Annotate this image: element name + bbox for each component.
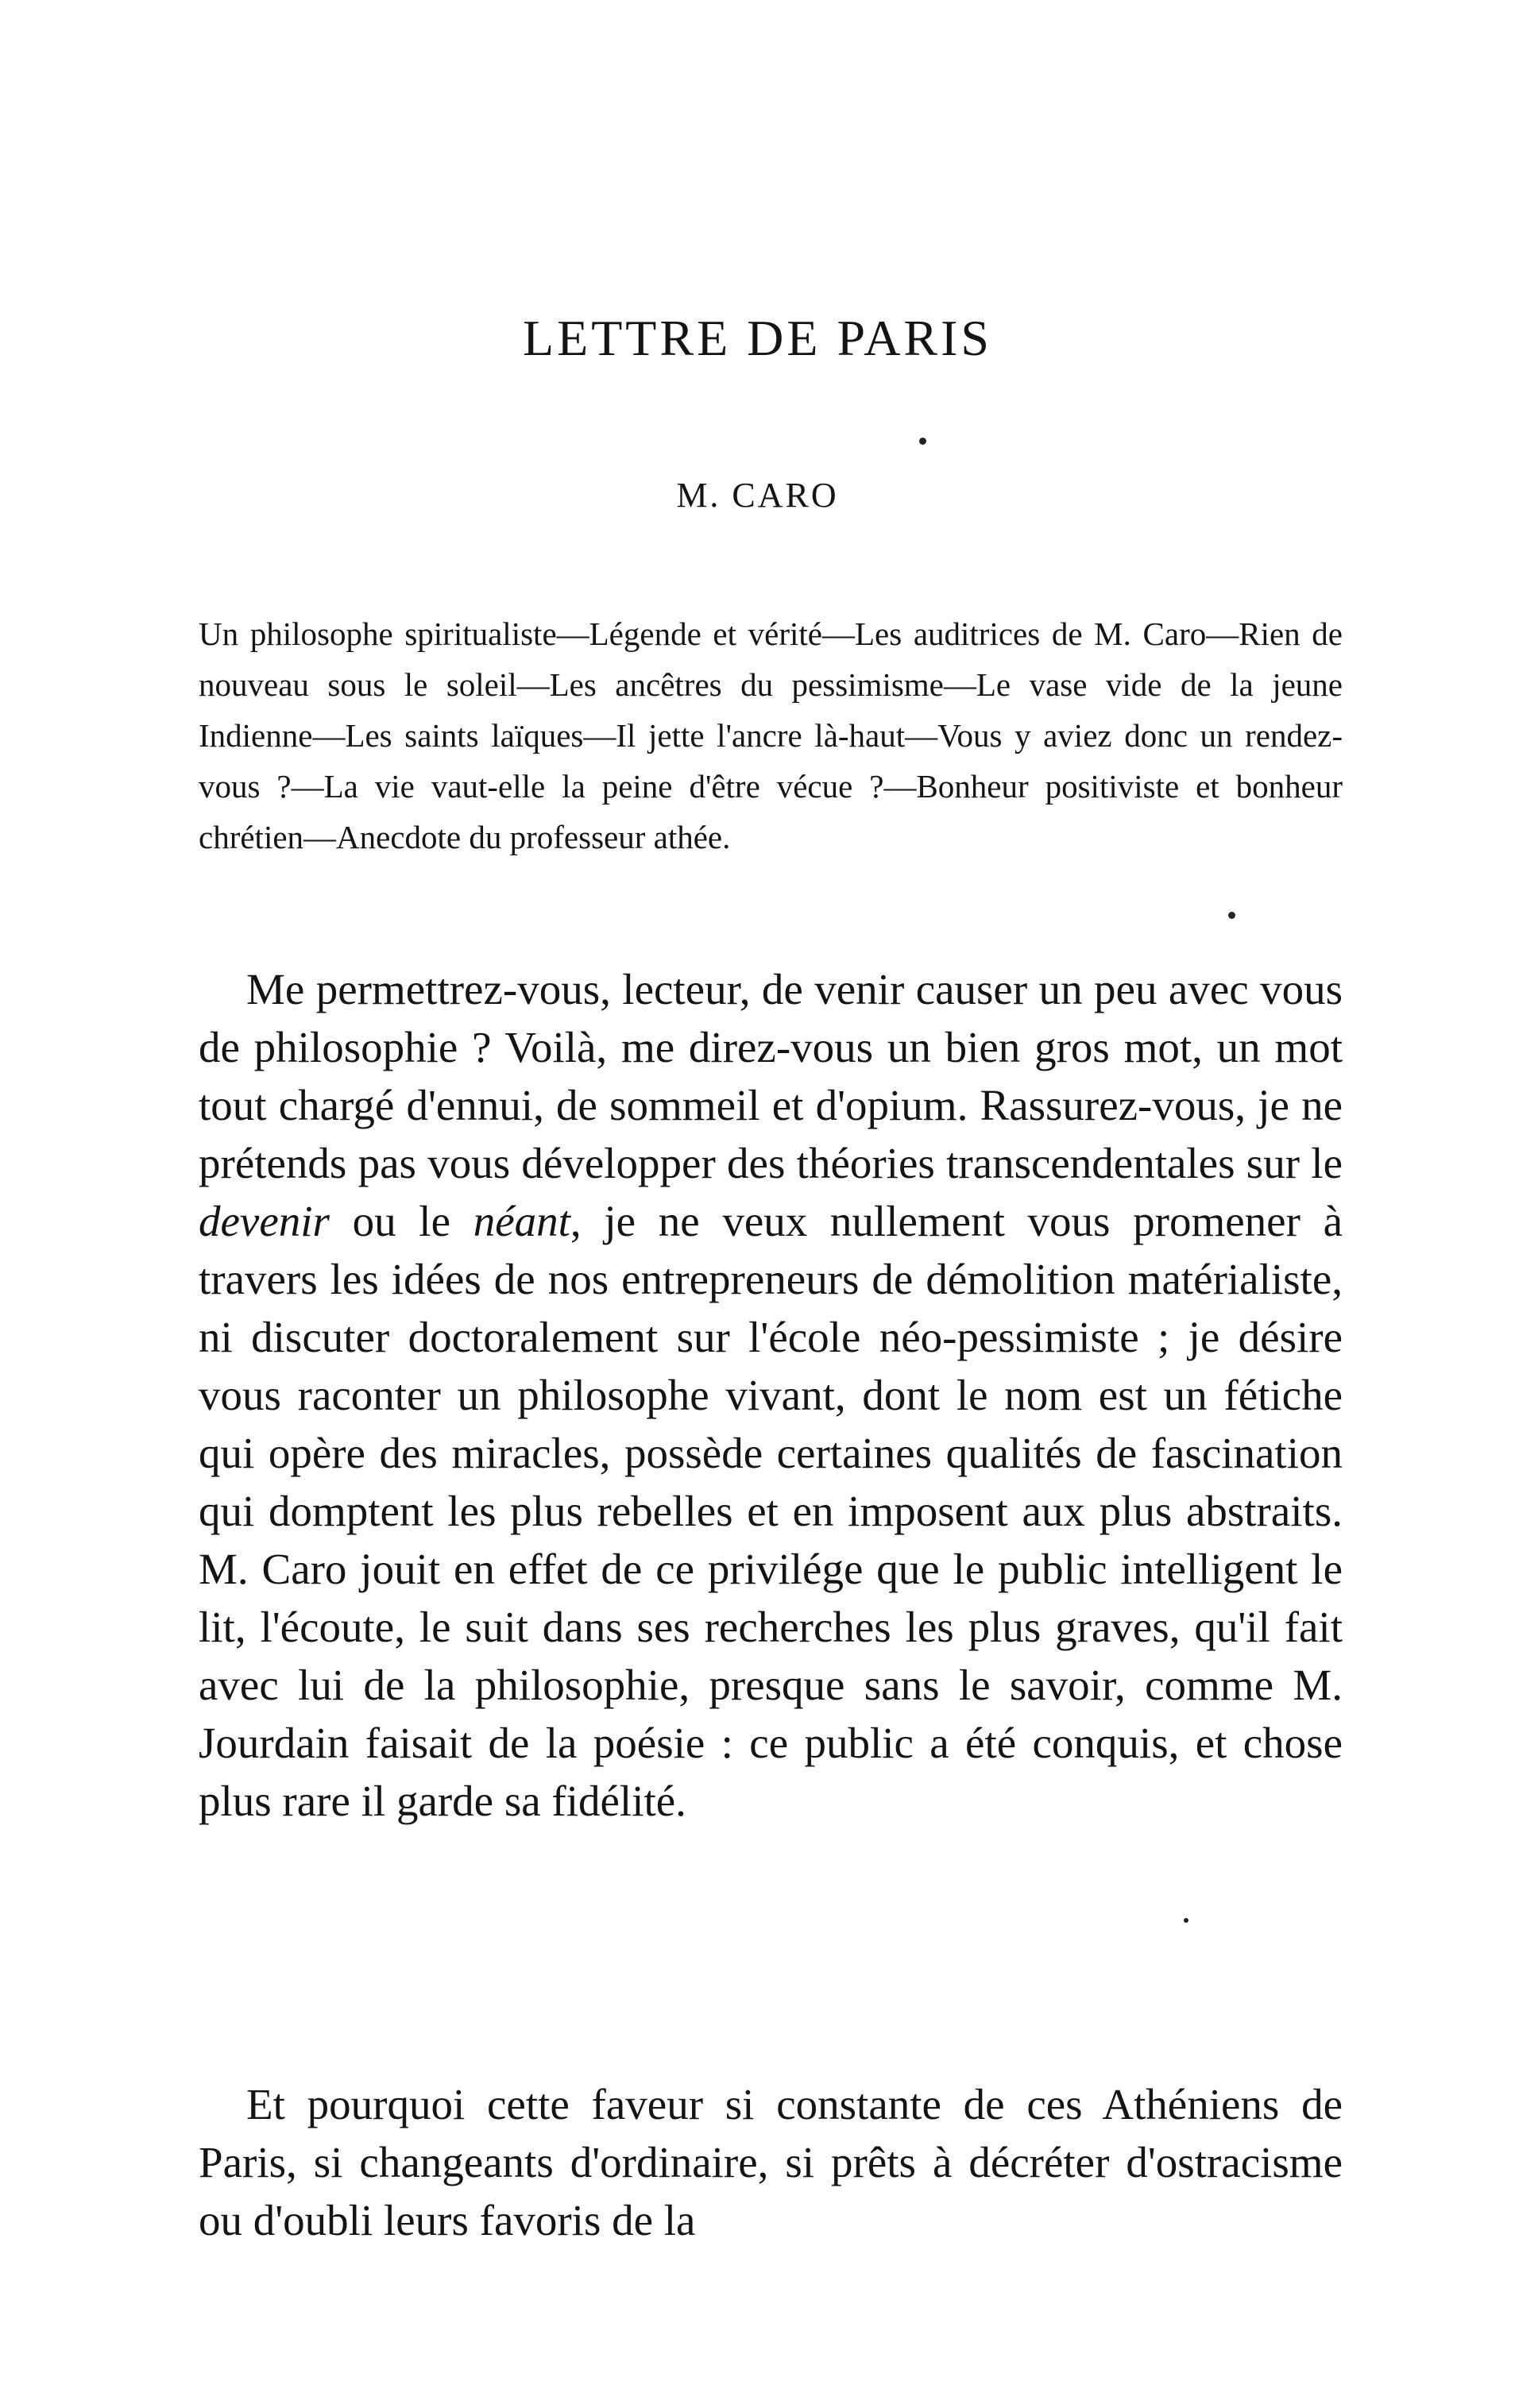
italic-term: devenir — [199, 1197, 330, 1245]
page-title: LETTRE DE PARIS — [523, 310, 992, 366]
print-speck — [1184, 1918, 1188, 1923]
chapter-summary: Un philosophe spiritualiste—Légende et vérité—Les auditrices de M. Caro—Rien de nouveau sous le soleil—Les ancêtres du pessimisme—Le vase vide de la jeune Indienne—Les saints laïques—Il jette l'ancre là-haut—Vous y aviez donc un rendez-vous ?—La vie vaut-elle la peine d'être vécue ?—Bonheur positiviste et bonheur chrétien—Anecdote du professeur athée. — [199, 616, 1343, 855]
paragraph-text: , je ne veux nullement vous promener à travers les idées de nos entrepreneurs de démolition matérialiste, ni discuter doctoralement sur l'école néo-pessimiste ; je désire vous raconter un philosophe vivant, dont le nom est un fétiche qui opère des miracles, possède certaines qualités de fascination qui domptent les plus rebelles et en imposent aux plus abstraits. M. Caro jouit en effet de ce privilége que le public intelligent le lit, l'écoute, le suit dans ses recherches les plus graves, qu'il fait avec lui de la philosophie, presque sans le savoir, comme M. Jourdain faisait de la poésie : ce public a été conquis, et chose plus rare il garde sa fidélité. — [199, 1197, 1343, 1825]
body-paragraph-1 — [199, 960, 1343, 1830]
print-speck — [1228, 912, 1235, 919]
italic-term: néant — [473, 1197, 570, 1245]
article-author: M. CARO — [676, 476, 839, 515]
body-paragraph-2: Et pourquoi cette faveur si constante de ces Athéniens de Paris, si changeants d'ordinaire, si prêts à décréter d'ostracisme ou d'oubli leurs favoris de la — [199, 2080, 1343, 2244]
paragraph-text: ou le — [329, 1197, 473, 1245]
paragraph-text: Me permettrez-vous, lecteur, de venir causer un peu avec vous de philosophie ? Voilà, me direz-vous un bien gros mot, un mot tout chargé d'ennui, de sommeil et d'opium. Rassurez-vous, je ne prétends pas vous développer des théories transcendentales sur le — [199, 965, 1343, 1187]
print-speck — [919, 438, 926, 445]
